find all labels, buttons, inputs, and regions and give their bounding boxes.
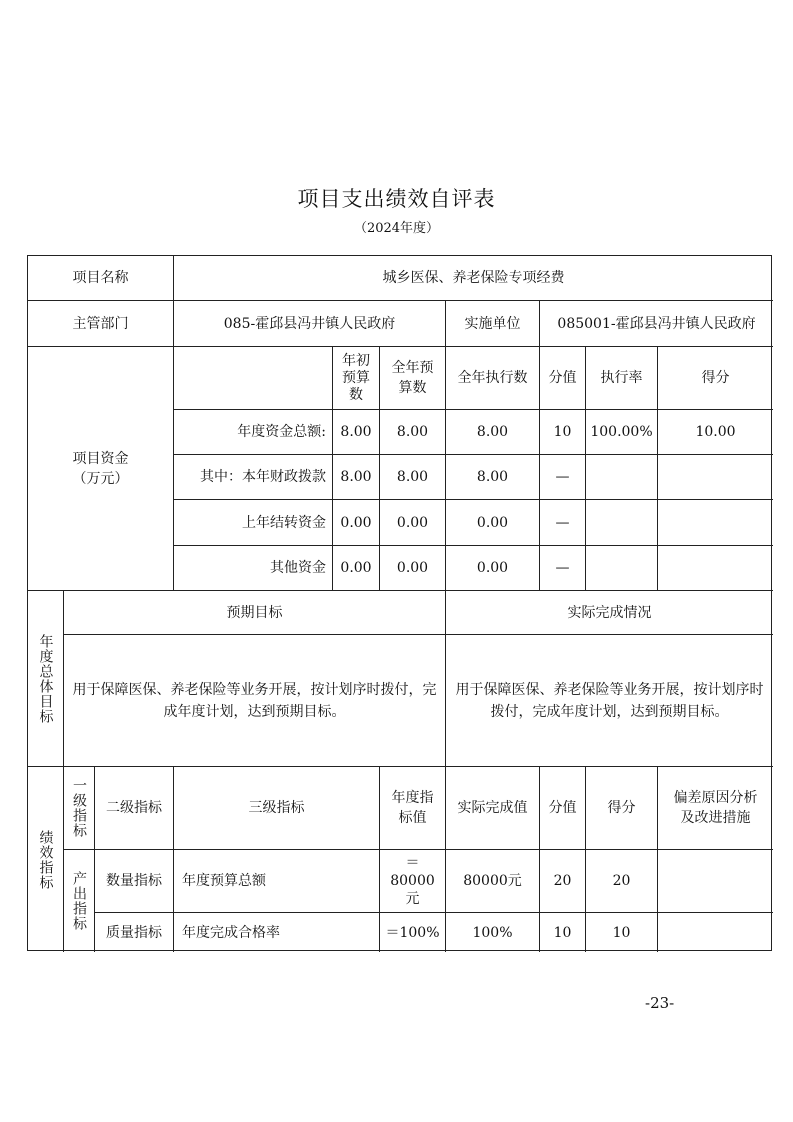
- goals-label: 年度总体目标: [28, 591, 64, 767]
- ind-row-level2: 质量指标: [95, 913, 174, 952]
- project-name-value: 城乡医保、养老保险专项经费: [174, 256, 773, 301]
- funds-row-executed: 0.00: [446, 500, 540, 546]
- funds-row-executed: 8.00: [446, 455, 540, 500]
- ind-row-deviation: [658, 850, 773, 913]
- funds-row-score-value: —: [540, 546, 586, 591]
- funds-label: 项目资金 （万元）: [28, 347, 174, 591]
- ind-row-actual: 100%: [446, 913, 540, 952]
- funds-row-initial: 8.00: [333, 455, 380, 500]
- ind-row-target: ＝100%: [380, 913, 446, 952]
- funds-row-score: [658, 546, 773, 591]
- ind-header-level2: 二级指标: [95, 767, 174, 850]
- project-name-label: 项目名称: [28, 256, 174, 301]
- funds-row-rate: 100.00%: [586, 410, 658, 455]
- ind-header-level1: 一级指标: [64, 767, 95, 850]
- funds-header-initial: 年初 预算 数: [333, 347, 380, 410]
- goals-expected-header: 预期目标: [64, 591, 446, 635]
- ind-header-score: 得分: [586, 767, 658, 850]
- funds-row-initial: 8.00: [333, 410, 380, 455]
- ind-row-level3: 年度完成合格率: [174, 913, 380, 952]
- funds-row-score: [658, 500, 773, 546]
- ind-row-score: 10: [586, 913, 658, 952]
- ind-row-level2: 数量指标: [95, 850, 174, 913]
- ind-row-deviation: [658, 913, 773, 952]
- funds-header-score: 得分: [658, 347, 773, 410]
- ind-header-target: 年度指 标值: [380, 767, 446, 850]
- funds-row-score-value: 10: [540, 410, 586, 455]
- goals-actual-text: 用于保障医保、养老保险等业务开展，按计划序时拨付，完成年度计划，达到预期目标。: [446, 635, 773, 767]
- goals-expected-text: 用于保障医保、养老保险等业务开展，按计划序时拨付，完成年度计划，达到预期目标。: [64, 635, 446, 767]
- funds-row-annual: 8.00: [380, 410, 446, 455]
- funds-row-annual: 0.00: [380, 500, 446, 546]
- funds-row-rate: [586, 455, 658, 500]
- ind-row-actual: 80000元: [446, 850, 540, 913]
- ind-row-level3: 年度预算总额: [174, 850, 380, 913]
- performance-table: [27, 255, 772, 951]
- ind-level1-output: 产出指标: [64, 850, 95, 952]
- ind-row-score-value: 10: [540, 913, 586, 952]
- impl-value: 085001-霍邱县冯井镇人民政府: [540, 301, 773, 347]
- goals-actual-header: 实际完成情况: [446, 591, 773, 635]
- funds-row-label: 其他资金: [174, 546, 333, 591]
- funds-row-label: 年度资金总额:: [174, 410, 333, 455]
- funds-row-label: 上年结转资金: [174, 500, 333, 546]
- funds-row-rate: [586, 546, 658, 591]
- indicators-label: 绩效指标: [28, 767, 64, 952]
- ind-row-score: 20: [586, 850, 658, 913]
- funds-header-executed: 全年执行数: [446, 347, 540, 410]
- dept-label: 主管部门: [28, 301, 174, 347]
- funds-row-initial: 0.00: [333, 546, 380, 591]
- funds-row-score-value: —: [540, 455, 586, 500]
- funds-row-executed: 8.00: [446, 410, 540, 455]
- funds-row-annual: 8.00: [380, 455, 446, 500]
- funds-row-score-value: —: [540, 500, 586, 546]
- funds-header-score-value: 分值: [540, 347, 586, 410]
- funds-header-rate: 执行率: [586, 347, 658, 410]
- funds-row-annual: 0.00: [380, 546, 446, 591]
- funds-row-rate: [586, 500, 658, 546]
- dept-value: 085-霍邱县冯井镇人民政府: [174, 301, 446, 347]
- funds-header-blank: [174, 347, 333, 410]
- year-subtitle: （2024年度）: [353, 221, 440, 236]
- funds-row-score: 10.00: [658, 410, 773, 455]
- ind-header-deviation: 偏差原因分析 及改进措施: [658, 767, 773, 850]
- funds-row-score: [658, 455, 773, 500]
- funds-header-annual: 全年预 算数: [380, 347, 446, 410]
- ind-row-target: ＝ 80000 元: [380, 850, 446, 913]
- funds-row-label: 其中：本年财政拨款: [174, 455, 333, 500]
- ind-row-score-value: 20: [540, 850, 586, 913]
- funds-row-initial: 0.00: [333, 500, 380, 546]
- page-number: -23-: [645, 994, 675, 1012]
- funds-row-executed: 0.00: [446, 546, 540, 591]
- page-title: 项目支出绩效自评表: [297, 187, 496, 211]
- ind-header-score-value: 分值: [540, 767, 586, 850]
- impl-label: 实施单位: [446, 301, 540, 347]
- ind-header-level3: 三级指标: [174, 767, 380, 850]
- ind-header-actual: 实际完成值: [446, 767, 540, 850]
